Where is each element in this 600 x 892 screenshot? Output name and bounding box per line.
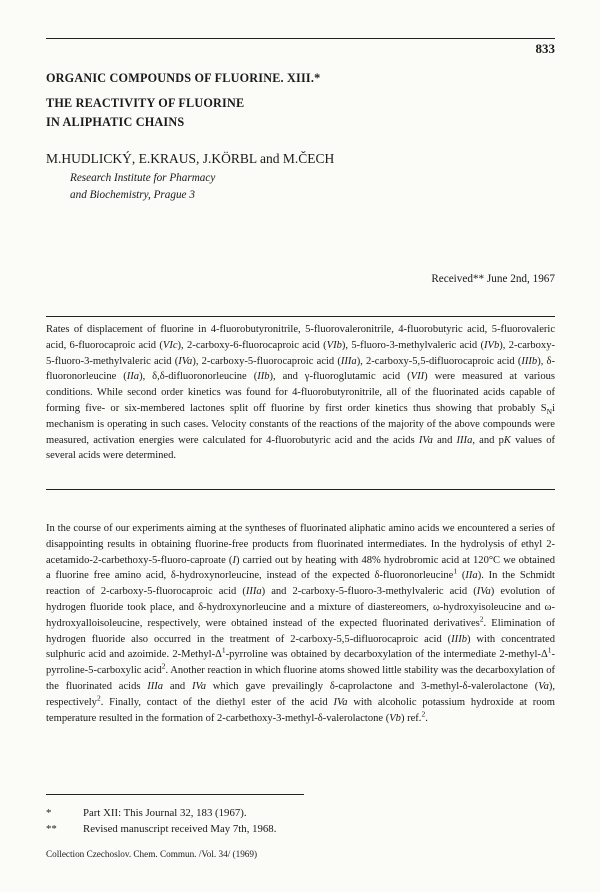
abstract-top-rule (46, 316, 555, 317)
title-line-2: THE REACTIVITY OF FLUORINE (46, 96, 245, 110)
title-line-3: IN ALIPHATIC CHAINS (46, 115, 185, 129)
abstract-bottom-rule (46, 489, 555, 490)
authors: M.HUDLICKÝ, E.KRAUS, J.KÖRBL and M.ČECH (46, 151, 335, 166)
footnote-text: Part XII: This Journal 32, 183 (1967). (83, 807, 247, 819)
journal-footer: Collection Czechoslov. Chem. Commun. /Vol. 34/ (1969) (46, 849, 258, 859)
body-paragraph: In the course of our experiments aiming at the syntheses of fluorinated aliphatic amino acids we encountered a series of disappointing results in obtaining fluorine-free products from fluorinated intermediates. In the hydrolysis of ethyl 2-acetamido-2-carbethoxy-5-fluoro-caproate (I) carried out by heating with 48% hydrobromic acid at 120°C we obtained a fluorine free amino acid, δ-hydroxynorleucine, instead of the expected δ-fluoronorleucine$^1$ (IIa). In the Schmidt reaction of 2-carboxy-5-fluorocaproic acid (IIIa) and 2-carboxy-5-fluoro-3-methylvaleric acid (IVa) evolution of hydrogen fluoride took place, and δ-hydroxynorleucine and a mixture of diastereomers, ω-hydroxyisoleucine and ω-hydroxyalloisoleucine, respectively, were obtained instead of the expected fluorinated derivatives$^2$. Elimination of hydrogen fluoride also occurred in the treatment of 2-carboxy-5,5-difluorocaproic acid (IIIb) with concentrated sulphuric acid and azoimide. $2-Methyl-\Delta^1$-pyrroline was obtained by decarboxylation of the intermediate $2-methyl-\Delta^1-pyrroline-5$-carboxylic acid$^2$. Another reaction in which fluorine atoms showed little stability was the decarboxylation of the fluorinated acids IIIa and IVa which gave prevailingly δ-caprolactone and 3-methyl-δ-valerolactone (Va), respectively$^2$. Finally, contact of the diethyl ester of the acid IVa with alcoholic potassium hydroxide at room temperature resulted in the formation of 2-carbethoxy-3-methyl-δ-valerolactone (Vb) ref.$^2$. (46, 523, 556, 724)
affiliation-line-1: Research Institute for Pharmacy (70, 172, 216, 184)
footnote-text: Revised manuscript received May 7th, 1968. (83, 823, 277, 835)
top-rule (46, 38, 555, 39)
footnote-mark: * (46, 807, 52, 819)
affiliation-line-2: and Biochemistry, Prague 3 (70, 189, 195, 201)
received-date: Received** June 2nd, 1967 (431, 273, 555, 285)
page-number: 833 (535, 41, 555, 56)
footnote-rule (46, 794, 304, 795)
title-line-1: ORGANIC COMPOUNDS OF FLUORINE. XIII.* (46, 71, 321, 85)
abstract: Rates of displacement of fluorine in 4-fluorobutyronitrile, 5-fluorovaleronitrile, 4-fluorobutyric acid, 5-fluorovaleric acid, 6-fluorocaproic acid (VIc), 2-carboxy-6-fluorocaproic acid (VIb), 5-fluoro-3-methylvaleric acid (IVb), 2-carboxy-5-fluoro-3-methylvaleric acid (IVa), 2-carboxy-5-fluorocaproic acid (IIIa), 2-carboxy-5,5-difluorocaproic acid (IIIb), δ-fluoronorleucine (IIa), δ,δ-difluoronorleucine (IIb), and γ-fluoroglutamic acid (VII) were measured at various conditions. While second order kinetics was found for 4-fluorobutyronitrile, all of the fluorinated acids capable of forming five- or six-membered lactones split off fluorine by first order kinetics thus showing that probably $S_Ni$ mechanism is operating in such cases. Velocity constants of the reactions of the majority of the above compounds were measured, activation energies were calculated for 4-fluorobutyric acid and the acids IVa and IIIa, and pK values of several acids were determined. (46, 324, 556, 462)
footnote-2 (46, 823, 276, 835)
footnote-mark: ** (46, 823, 57, 835)
footnote-1 (46, 807, 247, 819)
